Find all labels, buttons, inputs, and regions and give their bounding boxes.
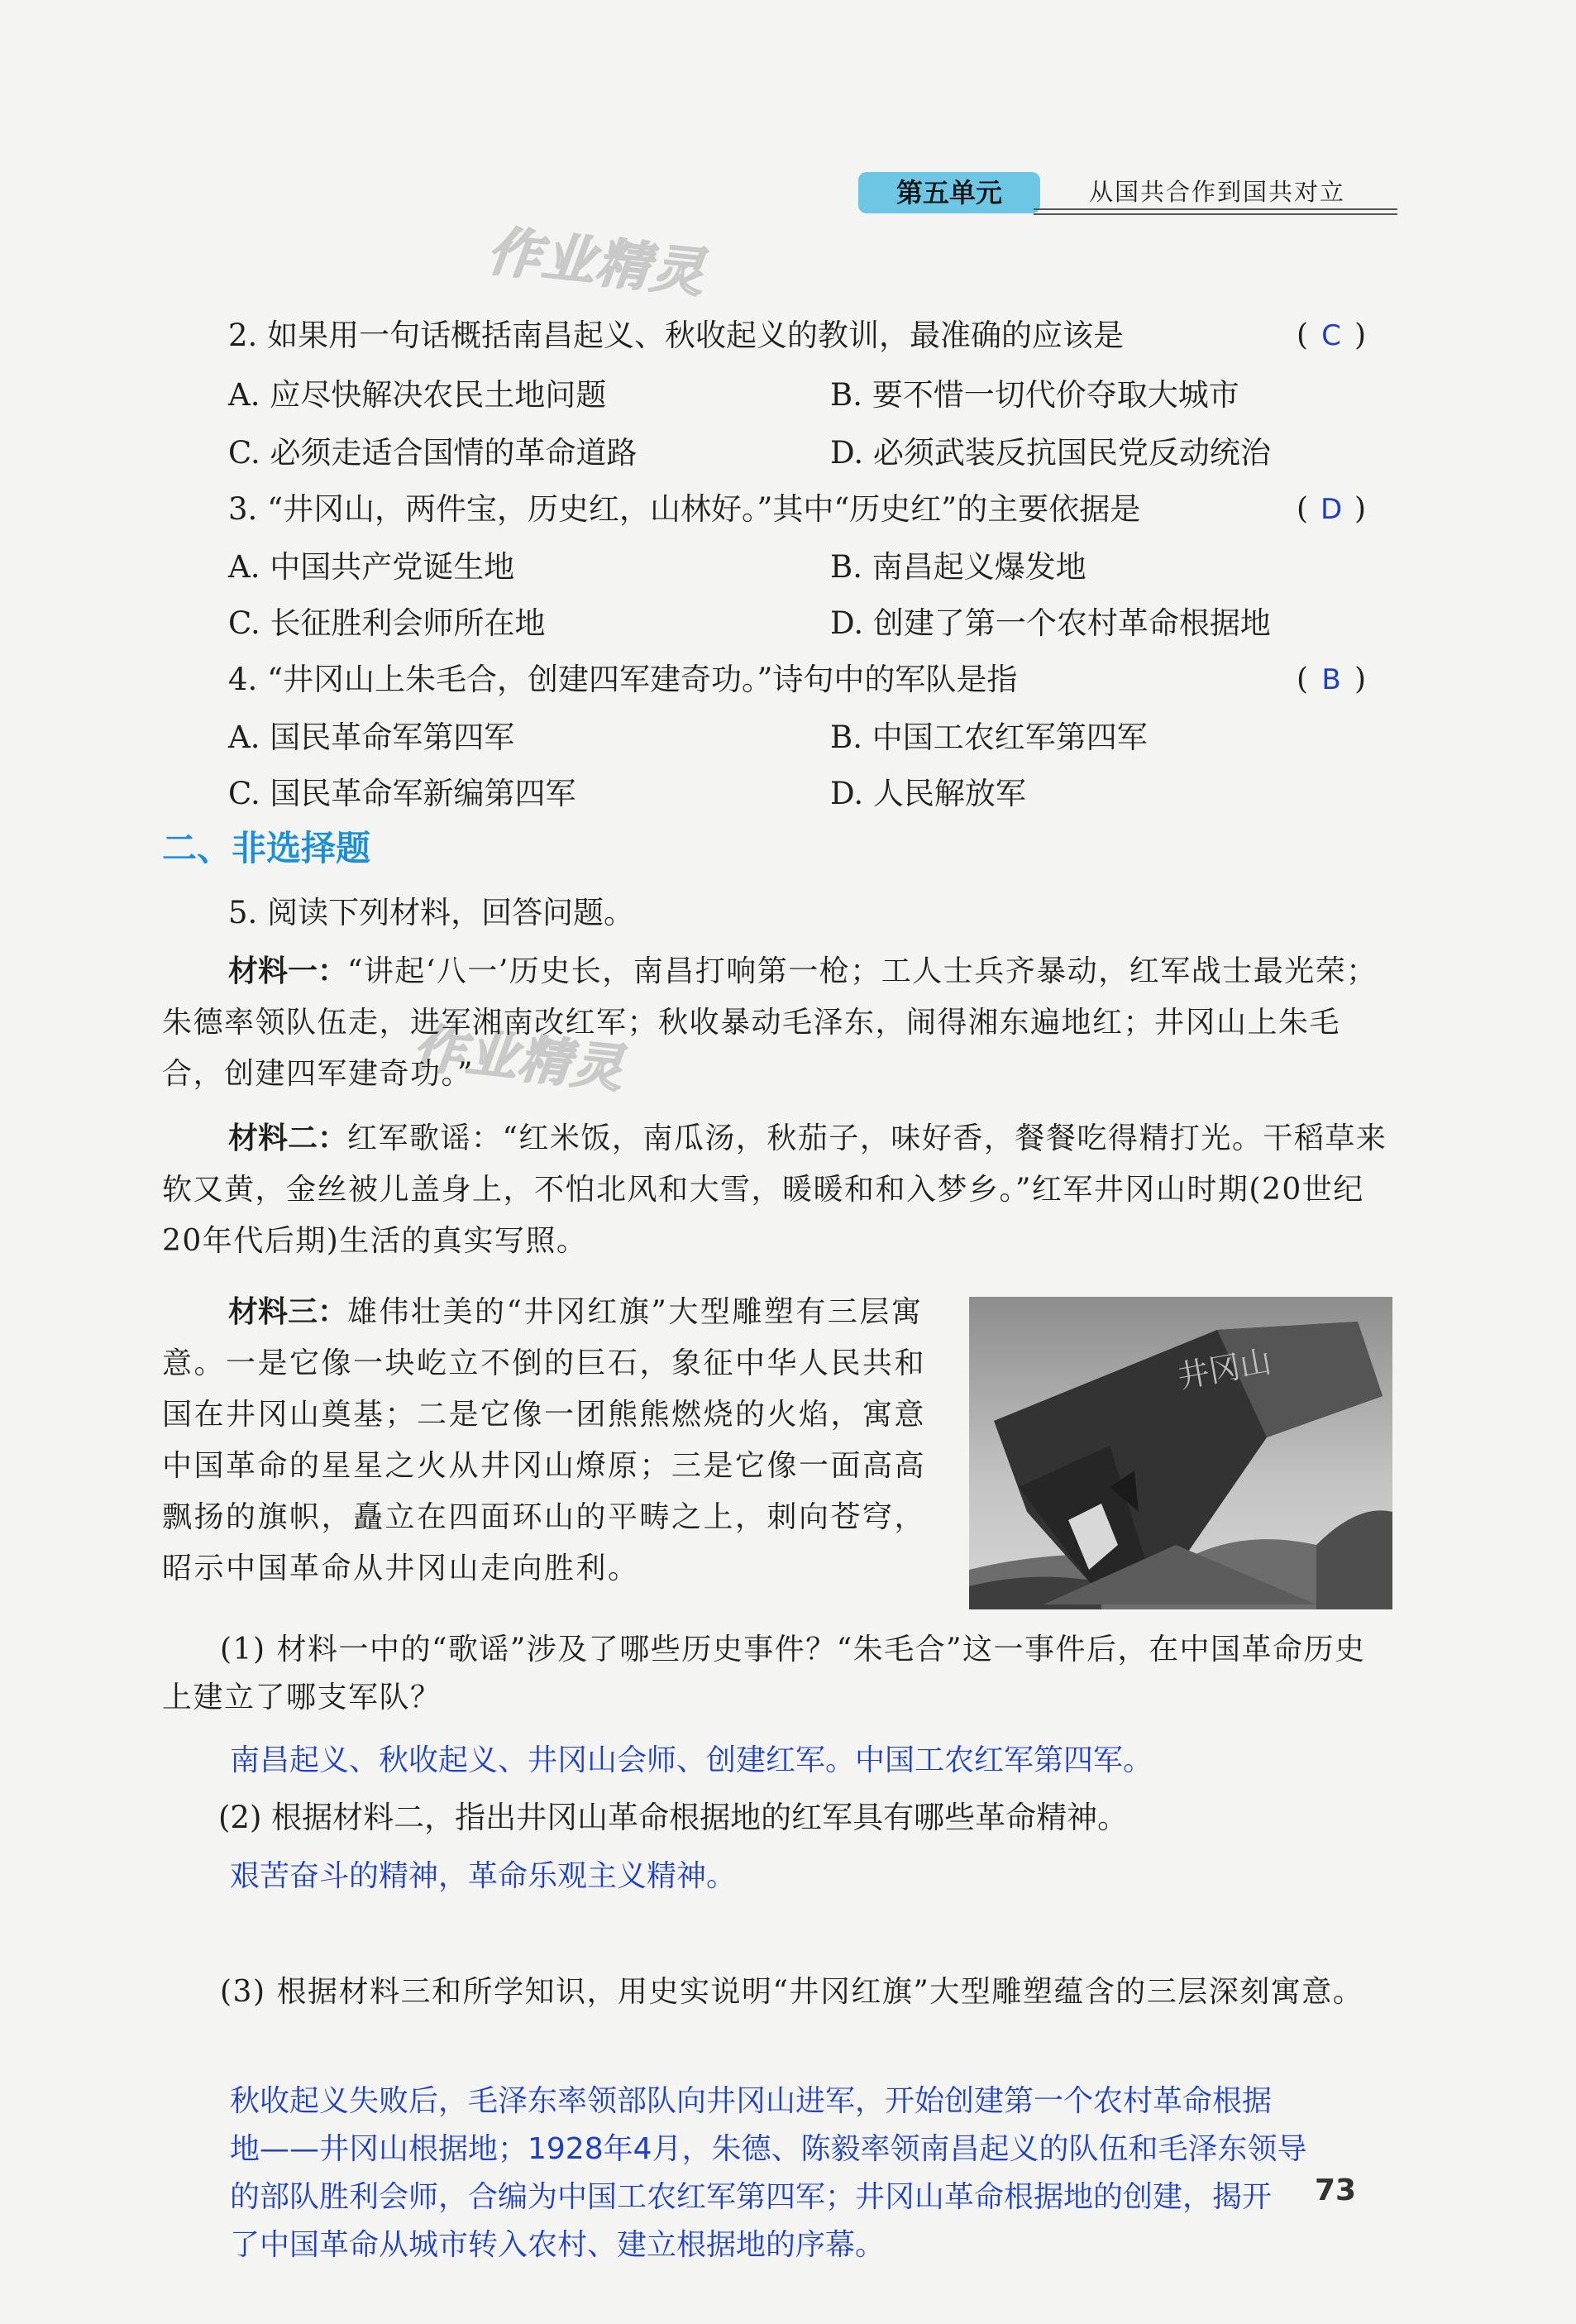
material-1-label: 材料一：	[228, 954, 348, 988]
subquestion-3-answer-line-2: 地——井冈山根据地；1928年4月，朱德、陈毅率领南昌起义的队伍和毛泽东领导	[230, 2132, 1307, 2166]
question-5-stem: 5. 阅读下列材料，回答问题。	[228, 895, 635, 930]
material-3	[162, 1287, 944, 1595]
question-2-option-d: D. 必须武装反抗国民党反动统治	[830, 435, 1271, 471]
subquestion-3-answer-line-4: 了中国革命从城市转入农村、建立根据地的序幕。	[230, 2228, 886, 2262]
question-3-option-c: C. 长征胜利会师所在地	[228, 605, 546, 641]
sculpture-illustration	[969, 1297, 1392, 1609]
material-2-text: 红军歌谣：“红米饭，南瓜汤，秋茄子，味好香，餐餐吃得精打光。干稻草来软又黄，金丝被儿盖身上，不怕北风和大雪，暖暖和和入梦乡。”红军井冈山时期(20世纪20年代后期)生活的真实写照。	[162, 1121, 1387, 1258]
material-1	[162, 946, 1394, 1100]
watermark: 作业精灵	[485, 221, 709, 305]
question-3-stem: 3. “井冈山，两件宝，历史红，山林好。”其中“历史红”的主要依据是	[228, 491, 1141, 527]
subquestion-3-answer-line-3: 的部队胜利会师，合编为中国工农红军第四军；井冈山革命根据地的创建，揭开	[230, 2180, 1273, 2214]
question-2-option-a: A. 应尽快解决农民土地问题	[228, 377, 607, 413]
material-3-text: 雄伟壮美的“井冈红旗”大型雕塑有三层寓意。一是它像一块屹立不倒的巨石，象征中华人民共和国在井冈山奠基；二是它像一团熊熊燃烧的火焰，寓意中国革命的星星之火从井冈山燎原；三是它像一面高高飘扬的旗帜，矗立在四面环山的平畴之上，刺向苍穹，昭示中国革命从井冈山走向胜利。	[162, 1295, 927, 1585]
material-2-label: 材料二：	[228, 1121, 348, 1155]
subquestion-1: (1) 材料一中的“歌谣”涉及了哪些历史事件？“朱毛合”这一事件后，在中国革命历史上建立了哪支军队？	[162, 1633, 1366, 1714]
question-4-option-a: A. 国民革命军第四军	[228, 720, 515, 755]
question-4-answer: ( B )	[1297, 662, 1367, 696]
sculpture-photo	[969, 1297, 1392, 1609]
material-3-label: 材料三：	[228, 1295, 348, 1329]
question-3-option-a: A. 中国共产党诞生地	[228, 549, 515, 585]
question-2-option-c: C. 必须走适合国情的革命道路	[228, 435, 638, 471]
material-1-text: “讲起‘八一’历史长，南昌打响第一枪；工人士兵齐暴动，红军战士最光荣；朱德率领队伍走，进军湘南改红军；秋收暴动毛泽东，闹得湘东遍地红；井冈山上朱毛合，创建四军建奇功。”	[162, 954, 1378, 1091]
question-4-stem: 4. “井冈山上朱毛合，创建四军建奇功。”诗句中的军队是指	[228, 662, 1018, 697]
question-3-option-b: B. 南昌起义爆发地	[830, 549, 1086, 585]
header-rule-2	[1034, 213, 1397, 215]
question-2-stem: 2. 如果用一句话概括南昌起义、秋收起义的教训，最准确的应该是	[228, 318, 1125, 353]
subquestion-3: (3) 根据材料三和所学知识，用史实说明“井冈红旗”大型雕塑蕴含的三层深刻寓意。	[220, 1975, 1364, 2009]
section-heading: 二、非选择题	[162, 828, 371, 868]
unit-title: 从国共合作到国共对立	[1088, 178, 1345, 206]
unit-badge: 第五单元	[858, 172, 1040, 213]
question-4-option-d: D. 人民解放军	[830, 776, 1026, 811]
subquestion-2-answer: 艰苦奋斗的精神，革命乐观主义精神。	[230, 1859, 737, 1893]
watermark-2: 作业精灵	[410, 1016, 628, 1100]
question-2-option-b: B. 要不惜一切代价夺取大城市	[830, 377, 1239, 413]
header-rule	[1034, 208, 1397, 210]
question-4-option-c: C. 国民革命军新编第四军	[228, 776, 576, 811]
material-2	[162, 1113, 1394, 1267]
subquestion-3-answer-line-1: 秋收起义失败后，毛泽东率领部队向井冈山进军，开始创建第一个农村革命根据	[230, 2084, 1273, 2118]
page-number: 73	[1315, 2173, 1357, 2207]
subquestion-2: (2) 根据材料二，指出井冈山革命根据地的红军具有哪些革命精神。	[218, 1800, 1129, 1835]
question-3-answer: ( D )	[1297, 492, 1367, 526]
question-3-option-d: D. 创建了第一个农村革命根据地	[830, 605, 1271, 641]
question-2-answer: ( C )	[1297, 318, 1367, 352]
subquestion-1-answer: 南昌起义、秋收起义、井冈山会师、创建红军。中国工农红军第四军。	[230, 1743, 1153, 1777]
sculpture-caption: 井冈山	[1174, 1342, 1274, 1395]
question-4-option-b: B. 中国工农红军第四军	[830, 720, 1148, 755]
